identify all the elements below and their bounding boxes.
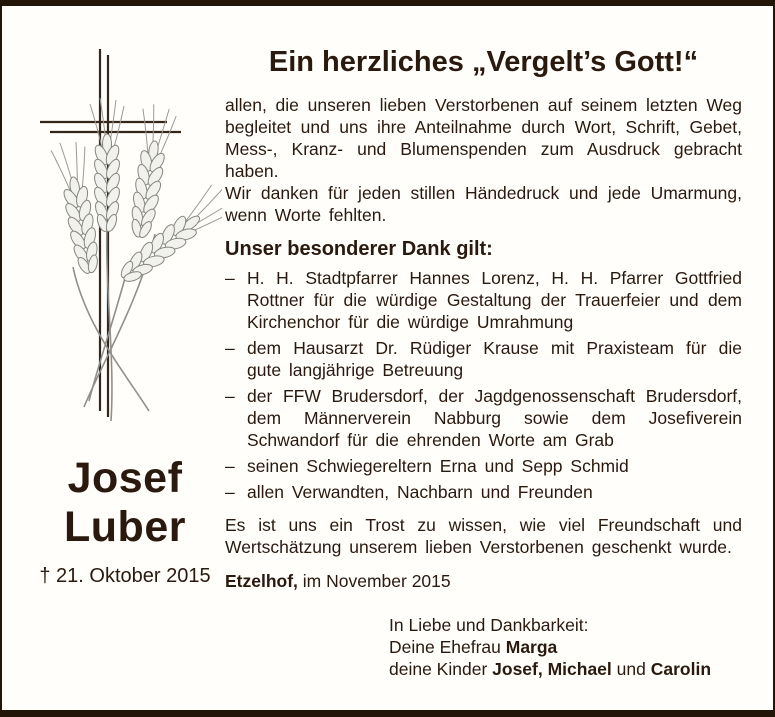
farewell-line-3	[389, 658, 742, 680]
thanks-heading: Unser besonderer Dank gilt:	[225, 238, 493, 260]
thanks-list-item	[225, 455, 742, 477]
thanks-list-item	[225, 267, 742, 333]
farewell-und: und	[611, 659, 651, 679]
dateline-rest: im November 2015	[297, 571, 451, 591]
farewell-block	[389, 614, 742, 680]
thanks-list	[225, 267, 742, 503]
deceased-last-name: Luber	[64, 503, 186, 551]
cross-wheat-illustration	[27, 39, 222, 459]
deceased-name-block	[18, 454, 232, 588]
farewell-line-1: In Liebe und Dankbarkeit:	[389, 615, 589, 635]
thanks-item-text: allen Verwandten, Nachbarn und Freunden	[247, 482, 593, 502]
deceased-first-name: Josef	[67, 454, 183, 502]
dash-marker: –	[225, 386, 235, 406]
children-names: Josef, Michael	[492, 659, 612, 679]
death-date: † 21. Oktober 2015	[39, 565, 211, 587]
child-name: Carolin	[650, 659, 712, 679]
thanks-list-item	[225, 481, 742, 503]
wheat-ear-icon	[123, 103, 178, 242]
intro-paragraph-1: allen, die unseren lieben Verstorbenen auf seinem letzten Weg begleitet und uns ihre Anteilnahme durch Wort, Schrift, Gebet, Mess-, Kranz- und Blumenspenden zum Ausdruck gebracht haben.	[225, 95, 742, 181]
thanks-list-item	[225, 385, 742, 451]
thanks-item-text: seinen Schwiegereltern Erna und Sepp Schmid	[247, 456, 629, 476]
place-name: Etzelhof,	[225, 571, 298, 591]
wife-name: Marga	[505, 637, 558, 657]
dateline	[225, 570, 742, 592]
dash-marker: –	[225, 456, 235, 476]
intro-paragraph-2: Wir danken für jeden stillen Händedruck und jede Umarmung, wenn Worte fehlten.	[225, 183, 742, 225]
farewell-line-2	[389, 636, 742, 658]
dash-marker: –	[225, 338, 235, 358]
thanks-item-text: dem Hausarzt Dr. Rüdiger Krause mit Praxisteam für die gute langjährige Betreuung	[247, 338, 742, 380]
farewell-line-2-prefix: Deine Ehefrau	[389, 637, 506, 657]
farewell-line-3-prefix: deine Kinder	[389, 659, 493, 679]
dash-marker: –	[225, 482, 235, 502]
thanks-list-item	[225, 337, 742, 381]
closing-paragraph: Es ist uns ein Trost zu wissen, wie viel Freundschaft und Wertschätzung unserem lieben Verstorbenen geschenkt wurde.	[225, 515, 742, 557]
wheat-ear-icon	[111, 181, 222, 292]
notice-body	[225, 34, 742, 680]
thanks-item-text: der FFW Brudersdorf, der Jagdgenossenschaft Brudersdorf, dem Männerverein Nabburg sowie dem Josefiverein Schwandorf für die ehrenden Worte am Grab	[247, 386, 742, 450]
headline: Ein herzliches „Vergelt’s Gott!“	[268, 46, 699, 78]
dash-marker: –	[225, 268, 235, 288]
thanks-item-text: H. H. Stadtpfarrer Hannes Lorenz, H. H. Pfarrer Gottfried Rottner für die würdige Gestaltung der Trauerfeier und dem Kirchenchor für die würdige Umrahmung	[247, 268, 742, 332]
